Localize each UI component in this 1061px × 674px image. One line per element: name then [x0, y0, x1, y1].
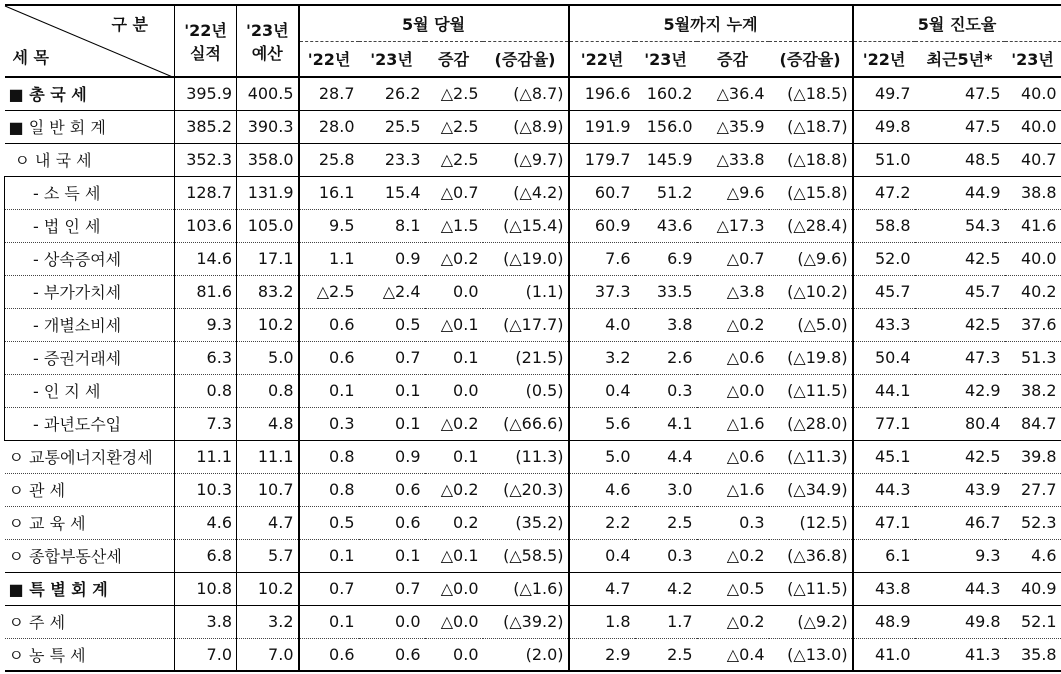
table-cell: 2.9 [569, 638, 635, 671]
table-cell: 4.1 [635, 407, 697, 440]
corner-label-bottom: 세 목 [12, 48, 49, 67]
table-cell: (△13.0) [769, 638, 853, 671]
table-cell: 44.3 [853, 473, 915, 506]
table-cell: △0.4 [697, 638, 769, 671]
table-cell: 43.3 [853, 308, 915, 341]
table-cell: (△11.5) [769, 374, 853, 407]
table-cell: 14.6 [175, 242, 237, 275]
prog-col-23: '23년 [1011, 50, 1054, 70]
group-header-cumulative: 5월까지 누계 [569, 5, 853, 41]
table-cell: 0.1 [359, 374, 425, 407]
table-cell: 10.7 [237, 473, 299, 506]
table-cell: (△10.2) [769, 275, 853, 308]
table-cell: 60.9 [569, 209, 635, 242]
table-cell: 81.6 [175, 275, 237, 308]
table-cell: 0.1 [359, 539, 425, 572]
table-cell: 4.6 [569, 473, 635, 506]
table-cell: △0.6 [697, 440, 769, 473]
table-cell: 0.1 [299, 605, 359, 638]
table-cell: (△9.7) [483, 143, 569, 176]
table-cell: 2.5 [635, 506, 697, 539]
table-cell: △2.5 [425, 77, 483, 110]
row-label: ㅇ 관 세 [5, 473, 175, 506]
table-cell: 49.7 [853, 77, 915, 110]
table-cell: 17.1 [237, 242, 299, 275]
table-cell: △0.2 [425, 473, 483, 506]
table-cell: 28.0 [299, 110, 359, 143]
table-cell: 0.8 [299, 473, 359, 506]
table-row [5, 407, 1061, 440]
row-label: - 인 지 세 [5, 374, 175, 407]
table-cell: 0.0 [425, 374, 483, 407]
table-cell: 45.1 [853, 440, 915, 473]
table-row [5, 143, 1061, 176]
table-row [5, 242, 1061, 275]
table-cell: (21.5) [483, 341, 569, 374]
table-cell: 0.6 [299, 341, 359, 374]
table-cell: (△9.2) [769, 605, 853, 638]
table-cell: 39.8 [1005, 440, 1061, 473]
table-cell: △2.5 [299, 275, 359, 308]
table-cell: 4.8 [237, 407, 299, 440]
table-cell: 25.5 [359, 110, 425, 143]
table-cell: 0.7 [359, 572, 425, 605]
table-cell: 42.9 [915, 374, 1005, 407]
table-cell: 7.3 [175, 407, 237, 440]
table-cell: 0.9 [359, 440, 425, 473]
table-body [5, 77, 1061, 671]
table-cell: △2.5 [425, 143, 483, 176]
table-cell: △0.1 [425, 539, 483, 572]
table-cell: 395.9 [175, 77, 237, 110]
table-cell: 10.2 [237, 572, 299, 605]
table-cell: 0.7 [359, 341, 425, 374]
table-cell: 50.4 [853, 341, 915, 374]
table-cell: (△11.3) [769, 440, 853, 473]
table-cell: 40.9 [1005, 572, 1061, 605]
table-cell: △1.5 [425, 209, 483, 242]
table-cell: (△4.2) [483, 176, 569, 209]
table-cell: 131.9 [237, 176, 299, 209]
month-col-22: '22년 [299, 41, 359, 77]
table-cell: 400.5 [237, 77, 299, 110]
row-label: ■ 총 국 세 [5, 77, 175, 110]
table-cell: 26.2 [359, 77, 425, 110]
table-cell: (12.5) [769, 506, 853, 539]
table-cell: 0.5 [299, 506, 359, 539]
table-cell: (△8.9) [483, 110, 569, 143]
row-label: - 과년도수입 [5, 407, 175, 440]
table-cell: 40.2 [1005, 275, 1061, 308]
table-cell: 0.9 [359, 242, 425, 275]
table-cell: 40.0 [1005, 110, 1061, 143]
table-cell: 0.0 [425, 275, 483, 308]
table-cell: 2.5 [635, 638, 697, 671]
table-cell: (35.2) [483, 506, 569, 539]
table-cell: 35.8 [1005, 638, 1061, 671]
table-cell: (△8.7) [483, 77, 569, 110]
table-cell: △1.6 [697, 473, 769, 506]
table-cell: 2.6 [635, 341, 697, 374]
table-cell: 45.7 [915, 275, 1005, 308]
table-cell: 0.6 [299, 308, 359, 341]
table-cell: 54.3 [915, 209, 1005, 242]
table-cell: 0.1 [299, 539, 359, 572]
table-cell: 40.7 [1005, 143, 1061, 176]
table-cell: 4.6 [1005, 539, 1061, 572]
table-cell: △0.2 [697, 605, 769, 638]
table-cell: 49.8 [915, 605, 1005, 638]
table-cell: 179.7 [569, 143, 635, 176]
table-cell: 48.9 [853, 605, 915, 638]
table-cell: 0.1 [299, 374, 359, 407]
table-cell: △2.4 [359, 275, 425, 308]
table-row [5, 77, 1061, 110]
table-cell: 0.1 [359, 407, 425, 440]
table-row [5, 275, 1061, 308]
table-cell: 43.6 [635, 209, 697, 242]
table-cell: 6.1 [853, 539, 915, 572]
row-label: - 증권거래세 [5, 341, 175, 374]
table-cell: 4.7 [569, 572, 635, 605]
table-cell: △0.5 [697, 572, 769, 605]
col-header-22-year: '22년 [184, 21, 227, 40]
table-cell: (△5.0) [769, 308, 853, 341]
table-row [5, 572, 1061, 605]
table-cell: (△34.9) [769, 473, 853, 506]
table-cell: 156.0 [635, 110, 697, 143]
table-cell: 3.8 [635, 308, 697, 341]
row-label: ㅇ 종합부동산세 [5, 539, 175, 572]
table-cell: 10.2 [237, 308, 299, 341]
table-cell: 45.7 [853, 275, 915, 308]
table-cell: 6.8 [175, 539, 237, 572]
table-cell: 3.2 [237, 605, 299, 638]
table-cell: 0.3 [299, 407, 359, 440]
table-cell: 84.7 [1005, 407, 1061, 440]
table-cell: 6.3 [175, 341, 237, 374]
table-cell: 58.8 [853, 209, 915, 242]
table-cell: △0.7 [425, 176, 483, 209]
table-cell: 0.2 [425, 506, 483, 539]
table-row [5, 374, 1061, 407]
table-cell: 5.0 [237, 341, 299, 374]
table-cell: (△36.8) [769, 539, 853, 572]
table-cell: 385.2 [175, 110, 237, 143]
table-row [5, 176, 1061, 209]
month-col-rate: (증감율) [494, 50, 556, 70]
table-cell: 60.7 [569, 176, 635, 209]
table-cell: 44.9 [915, 176, 1005, 209]
table-cell: 8.1 [359, 209, 425, 242]
table-cell: △3.8 [697, 275, 769, 308]
table-cell: (△28.0) [769, 407, 853, 440]
table-cell: 41.3 [915, 638, 1005, 671]
table-row [5, 539, 1061, 572]
table-cell: 47.5 [915, 110, 1005, 143]
table-cell: (△39.2) [483, 605, 569, 638]
table-cell: △36.4 [697, 77, 769, 110]
table-cell: 352.3 [175, 143, 237, 176]
table-cell: △35.9 [697, 110, 769, 143]
table-cell: 0.3 [635, 539, 697, 572]
table-cell: 28.7 [299, 77, 359, 110]
table-cell: 51.3 [1005, 341, 1061, 374]
table-cell: △17.3 [697, 209, 769, 242]
table-cell: 43.9 [915, 473, 1005, 506]
header-corner-cell [5, 5, 175, 77]
table-cell: 145.9 [635, 143, 697, 176]
table-cell: 0.6 [359, 473, 425, 506]
table-cell: 1.1 [299, 242, 359, 275]
table-cell: 44.3 [915, 572, 1005, 605]
table-cell: 128.7 [175, 176, 237, 209]
table-cell: 51.0 [853, 143, 915, 176]
table-cell: 9.3 [915, 539, 1005, 572]
group-header-month: 5월 당월 [299, 5, 569, 41]
table-cell: 3.2 [569, 341, 635, 374]
table-cell: △1.6 [697, 407, 769, 440]
table-cell: 0.3 [697, 506, 769, 539]
table-cell: 38.8 [1005, 176, 1061, 209]
table-cell: △0.1 [425, 308, 483, 341]
table-cell: 4.0 [569, 308, 635, 341]
table-cell: 6.9 [635, 242, 697, 275]
table-cell: (11.3) [483, 440, 569, 473]
table-cell: △33.8 [697, 143, 769, 176]
table-cell: 47.3 [915, 341, 1005, 374]
table-cell: 25.8 [299, 143, 359, 176]
table-cell: 0.3 [635, 374, 697, 407]
table-cell: (△18.5) [769, 77, 853, 110]
table-cell: (△11.5) [769, 572, 853, 605]
row-label: ㅇ 교통에너지환경세 [5, 440, 175, 473]
table-cell: 0.6 [299, 638, 359, 671]
row-label: ㅇ 농 특 세 [5, 638, 175, 671]
table-cell: 4.7 [237, 506, 299, 539]
table-cell: 0.0 [425, 638, 483, 671]
table-row [5, 605, 1061, 638]
table-cell: 15.4 [359, 176, 425, 209]
table-cell: 5.6 [569, 407, 635, 440]
table-cell: 23.3 [359, 143, 425, 176]
table-row [5, 209, 1061, 242]
table-cell: (△28.4) [769, 209, 853, 242]
table-cell: 9.5 [299, 209, 359, 242]
table-cell: 0.8 [175, 374, 237, 407]
table-cell: 196.6 [569, 77, 635, 110]
table-cell: 47.1 [853, 506, 915, 539]
group-header-progress: 5월 진도율 [853, 5, 1061, 41]
table-row [5, 110, 1061, 143]
table-cell: 4.4 [635, 440, 697, 473]
table-cell: 46.7 [915, 506, 1005, 539]
table-cell: 7.6 [569, 242, 635, 275]
table-row [5, 638, 1061, 671]
table-cell: 7.0 [175, 638, 237, 671]
table-cell: 191.9 [569, 110, 635, 143]
table-cell: △0.2 [697, 539, 769, 572]
row-label: - 상속증여세 [5, 242, 175, 275]
table-cell: 7.0 [237, 638, 299, 671]
table-cell: 33.5 [635, 275, 697, 308]
table-cell: 4.2 [635, 572, 697, 605]
table-cell: 80.4 [915, 407, 1005, 440]
row-label: - 법 인 세 [5, 209, 175, 242]
table-cell: 42.5 [915, 242, 1005, 275]
table-row [5, 506, 1061, 539]
table-cell: 49.8 [853, 110, 915, 143]
table-cell: 41.6 [1005, 209, 1061, 242]
table-cell: (△20.3) [483, 473, 569, 506]
col-header-22-actual-label: 실적 [190, 44, 221, 63]
table-cell: (△19.0) [483, 242, 569, 275]
tax-revenue-table [4, 4, 1061, 672]
table-cell: (△58.5) [483, 539, 569, 572]
table-cell: 0.7 [299, 572, 359, 605]
table-cell: 52.0 [853, 242, 915, 275]
table-row [5, 473, 1061, 506]
table-cell: 0.0 [359, 605, 425, 638]
table-cell: 40.0 [1005, 242, 1061, 275]
table-cell: 0.8 [299, 440, 359, 473]
table-cell: (△66.6) [483, 407, 569, 440]
prog-col-22: '22년 [853, 41, 915, 77]
table-cell: (△17.7) [483, 308, 569, 341]
table-cell: 77.1 [853, 407, 915, 440]
row-label: ■ 일 반 회 계 [5, 110, 175, 143]
table-cell: △0.7 [697, 242, 769, 275]
table-cell: △9.6 [697, 176, 769, 209]
table-cell: 0.6 [359, 506, 425, 539]
table-cell: (△15.8) [769, 176, 853, 209]
table-cell: 16.1 [299, 176, 359, 209]
table-row [5, 308, 1061, 341]
table-cell: 42.5 [915, 308, 1005, 341]
table-cell: 10.8 [175, 572, 237, 605]
table-cell: △2.5 [425, 110, 483, 143]
table-cell: 2.2 [569, 506, 635, 539]
table-cell: 390.3 [237, 110, 299, 143]
table-cell: 0.4 [569, 374, 635, 407]
row-label: ㅇ 교 육 세 [5, 506, 175, 539]
table-cell: 0.6 [359, 638, 425, 671]
table-cell: 1.7 [635, 605, 697, 638]
table-cell: 9.3 [175, 308, 237, 341]
col-header-23-year: '23년 [245, 21, 289, 40]
table-cell: 37.3 [569, 275, 635, 308]
table-cell: △0.6 [697, 341, 769, 374]
corner-label-top: 구 분 [111, 15, 148, 34]
row-label: ㅇ 주 세 [5, 605, 175, 638]
table-cell: (2.0) [483, 638, 569, 671]
table-cell: (△15.4) [483, 209, 569, 242]
table-cell: 0.8 [237, 374, 299, 407]
cum-col-diff: 증감 [717, 50, 748, 70]
table-cell: 0.5 [359, 308, 425, 341]
table-cell: 52.3 [1005, 506, 1061, 539]
row-label: ■ 특 별 회 계 [5, 572, 175, 605]
table-cell: 11.1 [237, 440, 299, 473]
table-cell: 5.7 [237, 539, 299, 572]
table-cell: △0.2 [697, 308, 769, 341]
table-cell: 41.0 [853, 638, 915, 671]
month-col-23: '23년 [370, 50, 413, 70]
table-cell: (△1.6) [483, 572, 569, 605]
table-cell: 51.2 [635, 176, 697, 209]
table-cell: △0.2 [425, 407, 483, 440]
col-header-23-budget-label: 예산 [251, 44, 283, 63]
table-cell: (△9.6) [769, 242, 853, 275]
table-cell: 40.0 [1005, 77, 1061, 110]
table-cell: 0.4 [569, 539, 635, 572]
cum-col-22: '22년 [569, 41, 635, 77]
table-cell: △0.0 [697, 374, 769, 407]
table-cell: (△18.7) [769, 110, 853, 143]
table-cell: 47.2 [853, 176, 915, 209]
table-cell: 1.8 [569, 605, 635, 638]
table-cell: 83.2 [237, 275, 299, 308]
table-cell: 4.6 [175, 506, 237, 539]
table-cell: 44.1 [853, 374, 915, 407]
table-cell: 42.5 [915, 440, 1005, 473]
row-label: - 부가가치세 [5, 275, 175, 308]
table-cell: 358.0 [237, 143, 299, 176]
table-cell: (△19.8) [769, 341, 853, 374]
table-cell: (△18.8) [769, 143, 853, 176]
table-cell: 37.6 [1005, 308, 1061, 341]
table-cell: △0.0 [425, 605, 483, 638]
table-cell: 11.1 [175, 440, 237, 473]
table-cell: 0.1 [425, 440, 483, 473]
table-cell: 160.2 [635, 77, 697, 110]
table-cell: (1.1) [483, 275, 569, 308]
table-cell: 47.5 [915, 77, 1005, 110]
table-cell: (0.5) [483, 374, 569, 407]
table-cell: 27.7 [1005, 473, 1061, 506]
table-cell: 5.0 [569, 440, 635, 473]
cum-col-23: '23년 [644, 50, 687, 70]
col-header-22-actual [175, 5, 237, 77]
row-label: - 소 득 세 [5, 176, 175, 209]
table-cell: △0.2 [425, 242, 483, 275]
month-col-diff: 증감 [438, 50, 469, 70]
col-header-23-budget [237, 5, 299, 77]
table-cell: 38.2 [1005, 374, 1061, 407]
table-row [5, 440, 1061, 473]
table-cell: 3.0 [635, 473, 697, 506]
table-cell: 52.1 [1005, 605, 1061, 638]
table-cell: 48.5 [915, 143, 1005, 176]
table-cell: 0.1 [425, 341, 483, 374]
table-cell: 3.8 [175, 605, 237, 638]
cum-col-rate: (증감율) [779, 50, 841, 70]
prog-col-5yr: 최근5년* [926, 50, 993, 70]
table-cell: 105.0 [237, 209, 299, 242]
table-cell: △0.0 [425, 572, 483, 605]
table-cell: 10.3 [175, 473, 237, 506]
table-cell: 103.6 [175, 209, 237, 242]
table-cell: 43.8 [853, 572, 915, 605]
row-label: ㅇ 내 국 세 [5, 143, 175, 176]
row-label: - 개별소비세 [5, 308, 175, 341]
table-row [5, 341, 1061, 374]
